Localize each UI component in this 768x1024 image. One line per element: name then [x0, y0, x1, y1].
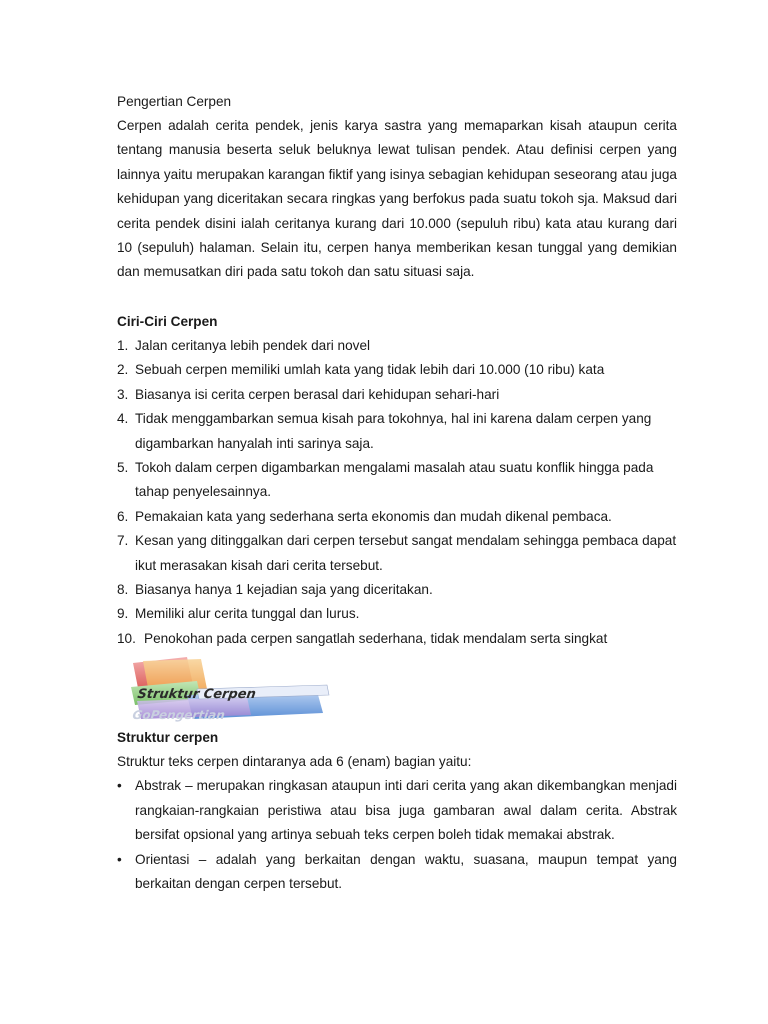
struktur-list [117, 774, 677, 897]
struktur-intro: Struktur teks cerpen dintaranya ada 6 (enam) bagian yaitu: [117, 754, 472, 769]
list-item [117, 383, 677, 407]
list-item [117, 456, 677, 505]
image-watermark: GoPengertian [131, 708, 226, 722]
list-text: Pemakaian kata yang sederhana serta ekonomis dan mudah dikenal pembaca. [135, 508, 612, 524]
list-text: Kesan yang ditinggalkan dari cerpen tersebut sangat mendalam sehingga pembaca dapat ikut merasakan kisah dari cerita tersebut. [135, 533, 677, 573]
list-number: 2. [117, 362, 129, 378]
list-number: 4. [117, 411, 129, 427]
bullet-icon: • [117, 851, 122, 867]
list-text: Abstrak – merupakan ringkasan ataupun inti dari cerita yang akan dikembangkan menjadi rangkaian-rangkaian peristiwa atau bisa juga gambaran awal dalam cerita. Abstrak bersifat opsional yang artinya sebuah teks cerpen boleh tidak memakai abstrak. [135, 778, 677, 843]
list-item [117, 505, 677, 529]
struktur-heading: Struktur cerpen [117, 730, 219, 745]
list-item [117, 334, 677, 358]
list-text: Tidak menggambarkan semua kisah para tokohnya, hal ini karena dalam cerpen yang digambarkan hanyalah inti sarinya saja. [135, 411, 652, 451]
list-item [117, 602, 677, 626]
list-item [117, 848, 677, 897]
list-item [117, 578, 677, 602]
ciri-list [117, 334, 677, 651]
struktur-cerpen-image [127, 655, 332, 725]
list-number: 3. [117, 386, 129, 402]
list-text: Jalan ceritanya lebih pendek dari novel [135, 338, 371, 353]
list-item [117, 529, 677, 578]
list-number: 7. [117, 533, 129, 549]
bullet-icon: • [117, 778, 122, 793]
list-text: Biasanya isi cerita cerpen berasal dari kehidupan sehari-hari [135, 386, 500, 402]
ciri-heading: Ciri-Ciri Cerpen [117, 314, 218, 329]
list-item [117, 774, 677, 848]
list-item [117, 358, 677, 382]
list-text: Memiliki alur cerita tunggal dan lurus. [135, 606, 360, 622]
list-text: Tokoh dalam cerpen digambarkan mengalami masalah atau suatu konflik hingga pada tahap penyelesainnya. [135, 460, 654, 500]
image-title: Struktur Cerpen [136, 687, 257, 702]
list-item [117, 627, 677, 651]
list-text: Penokohan pada cerpen sangatlah sederhana, tidak mendalam serta singkat [144, 630, 608, 646]
list-text: Sebuah cerpen memiliki umlah kata yang tidak lebih dari 10.000 (10 ribu) kata [135, 362, 605, 378]
pengertian-body: Cerpen adalah cerita pendek, jenis karya sastra yang memaparkan kisah ataupun cerita tentang manusia beserta seluk beluknya lewat tulisan pendek. Atau definisi cerpen yang lainnya yaitu merupakan karangan fiktif yang isinya sebagian kehidupan seseorang atau juga kehidupan yang diceritakan secara ringkas yang berfokus pada suatu tokoh sja. Maksud dari cerita pendek disini ialah ceritanya kurang dari 10.000 (sepuluh ribu) kata atau kurang dari 10 (sepuluh) halaman. Selain itu, cerpen hanya memberikan kesan tunggal yang demikian dan memusatkan diri pada satu tokoh dan satu situasi saja. [117, 118, 677, 280]
list-number: 10. [117, 630, 136, 646]
list-item [117, 407, 677, 456]
list-text: Orientasi – adalah yang berkaitan dengan waktu, suasana, maupun tempat yang berkaitan dengan cerpen tersebut. [135, 851, 677, 892]
list-number: 6. [117, 508, 129, 524]
list-number: 9. [117, 606, 129, 622]
pengertian-title: Pengertian Cerpen [117, 94, 232, 109]
list-number: 1. [117, 338, 129, 353]
list-number: 8. [117, 582, 129, 598]
list-text: Biasanya hanya 1 kejadian saja yang diceritakan. [135, 582, 433, 598]
list-number: 5. [117, 460, 129, 476]
